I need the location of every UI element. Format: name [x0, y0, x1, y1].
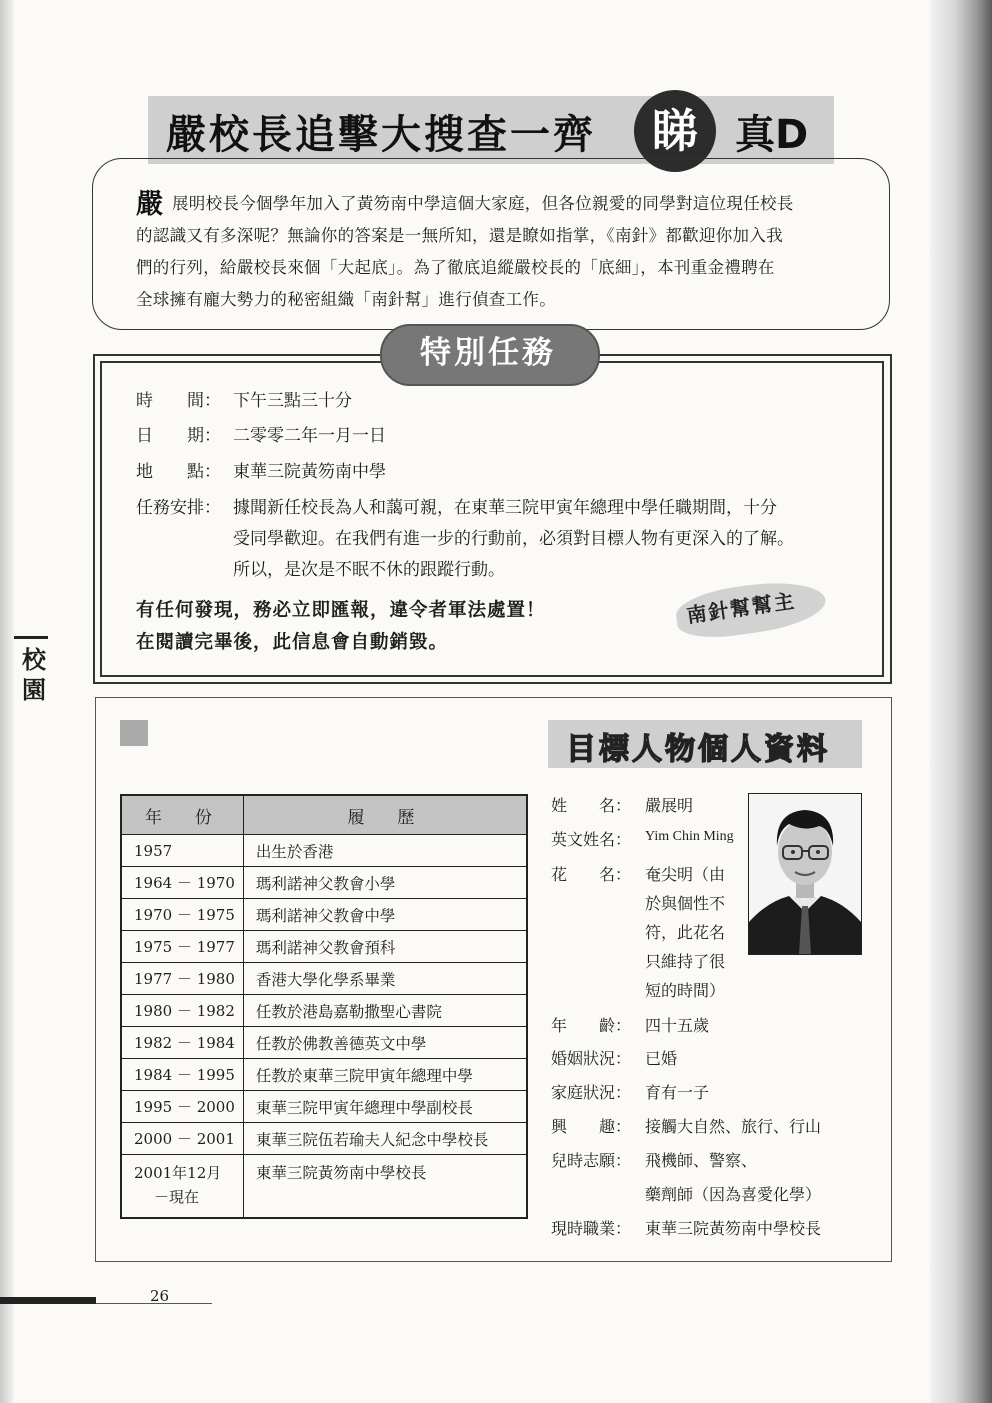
table-header-row [121, 795, 527, 835]
age-label: 年 齡： [551, 1016, 632, 1035]
career-cell: 東華三院甲寅年總理中學副校長 [243, 1091, 527, 1123]
page-title: 嚴校長追擊大搜查一齊 [166, 112, 596, 158]
decor-square [120, 720, 148, 746]
mission-date-label: 日 期： [136, 426, 221, 446]
year-cell: 2000 － 2001 [121, 1123, 243, 1155]
dream-value: 藥劑師（因為喜愛化學） [645, 1185, 822, 1204]
table-row [121, 995, 527, 1027]
section-side-label [22, 645, 46, 705]
career-cell: 出生於香港 [243, 835, 527, 867]
mission-task-line: 所以，是次是不眠不休的跟蹤行動。 [233, 560, 505, 580]
marital-label: 婚姻狀況： [551, 1049, 632, 1068]
stamp-signature: 南針幫幫主 [685, 588, 798, 628]
hobby-label: 興 趣： [551, 1117, 632, 1136]
career-cell: 任教於港島嘉勒撒聖心書院 [243, 995, 527, 1027]
career-cell: 東華三院黃笏南中學校長 [243, 1155, 527, 1219]
nickname-line: 符，此花名 [645, 923, 726, 942]
side-label-char: 校 [22, 646, 46, 674]
hobby-value: 接觸大自然、旅行、行山 [645, 1117, 822, 1136]
mission-time-label: 時 間： [136, 391, 221, 411]
year-cell: 1995 － 2000 [121, 1091, 243, 1123]
english-name-label: 英文姓名： [551, 830, 632, 849]
family-label: 家庭狀況： [551, 1083, 632, 1102]
year-column-header: 年 份 [121, 795, 243, 835]
job-label: 現時職業： [551, 1219, 632, 1238]
career-table [120, 794, 528, 1219]
page-number: 26 [150, 1287, 170, 1305]
mission-time-value: 下午三點三十分 [233, 391, 352, 411]
table-row [121, 867, 527, 899]
english-name-value: Yim Chin Ming [645, 829, 734, 844]
career-cell: 瑪利諾神父教會預科 [243, 931, 527, 963]
mission-task-label: 任務安排： [136, 498, 221, 518]
table-row [121, 1091, 527, 1123]
nickname-line: 短的時間） [645, 981, 726, 1000]
nickname-label: 花 名： [551, 865, 632, 884]
table-row [121, 931, 527, 963]
age-value: 四十五歲 [645, 1016, 710, 1035]
career-cell: 任教於佛教善德英文中學 [243, 1027, 527, 1059]
family-value: 育有一子 [645, 1083, 710, 1102]
mission-place-value: 東華三院黃笏南中學 [233, 462, 386, 482]
career-cell: 任教於東華三院甲寅年總理中學 [243, 1059, 527, 1091]
name-label: 姓 名： [551, 796, 632, 815]
intro-line: 的認識又有多深呢？無論你的答案是一無所知，還是瞭如指掌，《南針》都歡迎你加入我 [136, 226, 783, 245]
year-cell-line: －現在 [154, 1188, 200, 1206]
marital-value: 已婚 [645, 1049, 678, 1068]
career-cell: 香港大學化學系畢業 [243, 963, 527, 995]
intro-line: 全球擁有龐大勢力的秘密組織「南針幫」進行偵查工作。 [136, 290, 556, 309]
mission-date-value: 二零零二年一月一日 [233, 426, 386, 446]
year-cell-line: 2001年12月 [134, 1164, 222, 1182]
dream-label: 兒時志願： [551, 1151, 632, 1170]
portrait-illustration [749, 794, 861, 954]
table-row [121, 1059, 527, 1091]
mission-heading: 特別任務 [420, 335, 556, 371]
mission-warning: 在閱讀完畢後，此信息會自動銷毀。 [136, 632, 449, 653]
profile-heading: 目標人物個人資料 [566, 732, 830, 767]
job-value: 東華三院黃笏南中學校長 [645, 1219, 822, 1238]
nickname-line: 奄尖明（由 [645, 865, 726, 884]
page-left-edge [0, 0, 14, 1403]
year-cell [121, 1155, 243, 1219]
nickname-line: 於與個性不 [645, 894, 726, 913]
title-tail: 真D [735, 112, 809, 158]
year-cell: 1975 － 1977 [121, 931, 243, 963]
mission-place-label: 地 點： [136, 462, 221, 482]
table-row [121, 1027, 527, 1059]
mission-task-line: 受同學歡迎。在我們有進一步的行動前，必須對目標人物有更深入的了解。 [233, 529, 794, 549]
table-row [121, 1123, 527, 1155]
year-cell: 1984 － 1995 [121, 1059, 243, 1091]
intro-line: 展明校長今個學年加入了黃笏南中學這個大家庭，但各位親愛的同學對這位現任校長 [172, 194, 794, 213]
side-rule [14, 636, 48, 639]
year-cell: 1970 － 1975 [121, 899, 243, 931]
year-cell: 1964 － 1970 [121, 867, 243, 899]
year-cell: 1982 － 1984 [121, 1027, 243, 1059]
mission-task-line: 據聞新任校長為人和藹可親，在東華三院甲寅年總理中學任職期間，十分 [233, 498, 777, 518]
title-circle-char: 睇 [652, 104, 698, 158]
portrait-photo [748, 793, 862, 955]
table-row [121, 963, 527, 995]
career-cell: 東華三院伍若瑜夫人紀念中學校長 [243, 1123, 527, 1155]
career-cell: 瑪利諾神父教會小學 [243, 867, 527, 899]
year-cell: 1977 － 1980 [121, 963, 243, 995]
page-binding-shadow [930, 0, 992, 1403]
career-cell: 瑪利諾神父教會中學 [243, 899, 527, 931]
table-row [121, 835, 527, 867]
table-row [121, 899, 527, 931]
side-label-char: 園 [22, 676, 46, 704]
year-cell: 1957 [121, 835, 243, 867]
nickname-line: 只維持了很 [645, 952, 726, 971]
mission-warning: 有任何發現，務必立即匯報，違令者軍法處置！ [136, 600, 546, 621]
table-row [121, 1155, 527, 1219]
name-value: 嚴展明 [645, 796, 694, 815]
intro-line: 們的行列，給嚴校長來個「大起底」。為了徹底追縱嚴校長的「底細」，本刊重金禮聘在 [136, 258, 775, 277]
intro-drop-char: 嚴 [136, 189, 163, 220]
year-cell: 1980 － 1982 [121, 995, 243, 1027]
dream-value: 飛機師、警察、 [645, 1151, 758, 1170]
footer-bar [0, 1297, 96, 1304]
career-column-header: 履 歷 [243, 795, 527, 835]
